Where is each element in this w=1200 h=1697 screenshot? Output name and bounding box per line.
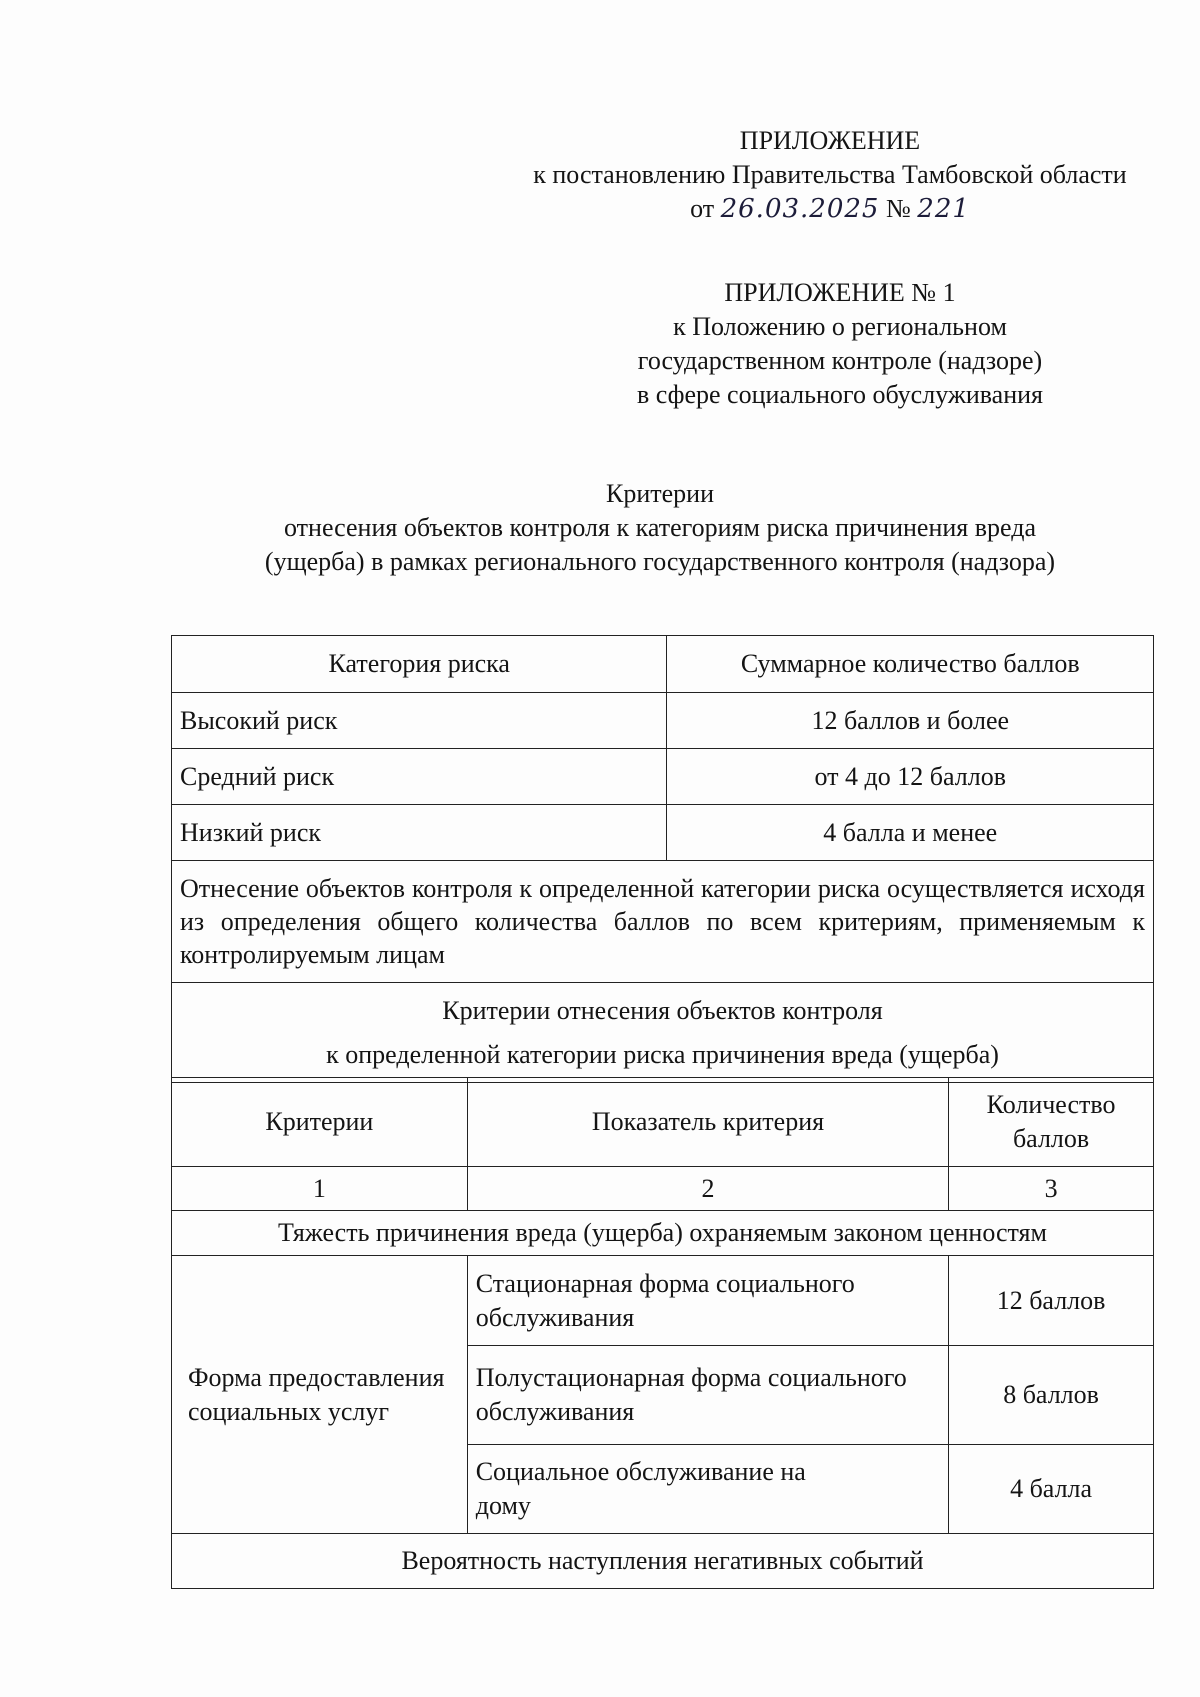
risk-category-medium: Средний риск — [172, 749, 667, 805]
risk-points-low: 4 балла и менее — [667, 805, 1154, 861]
appendix1-header — [560, 276, 1120, 412]
appendix-title: ПРИЛОЖЕНИЕ — [739, 126, 921, 155]
risk-category-high: Высокий риск — [172, 693, 667, 749]
risk-points-medium: от 4 до 12 баллов — [667, 749, 1154, 805]
table-row — [172, 1534, 1154, 1589]
table-row — [172, 805, 1154, 861]
handwritten-number: 221 — [917, 194, 970, 224]
title-line1: Критерии — [606, 479, 714, 508]
date-number-line — [690, 192, 970, 226]
indicator-stationary: Стационарная форма социального обслуживания — [467, 1256, 948, 1346]
table-row — [172, 636, 1154, 693]
criteria-heading-line2: к определенной категории риска причинения вреда (ущерба) — [326, 1039, 999, 1069]
table-row — [172, 749, 1154, 805]
title-line3: (ущерба) в рамках регионального государственного контроля (надзора) — [264, 547, 1056, 576]
col-number-1: 1 — [172, 1167, 468, 1211]
number-sign: № — [885, 194, 911, 223]
title-line2: отнесения объектов контроля к категориям риска причинения вреда — [284, 513, 1036, 542]
handwritten-date: 26.03.2025 — [720, 194, 880, 224]
criteria-heading — [172, 983, 1154, 1083]
col-number-3: 3 — [949, 1167, 1154, 1211]
col-criteria: Критерии — [172, 1078, 468, 1167]
points-semistationary: 8 баллов — [949, 1346, 1154, 1445]
table-row — [172, 861, 1154, 983]
table-row — [172, 1167, 1154, 1211]
risk-points-high: 12 баллов и более — [667, 693, 1154, 749]
points-stationary: 12 баллов — [949, 1256, 1154, 1346]
header-points: Суммарное количество баллов — [667, 636, 1154, 693]
document-title — [160, 477, 1160, 579]
criterion-service-form: Форма предоставления социальных услуг — [172, 1256, 468, 1534]
criteria-table — [171, 1077, 1154, 1589]
appendix1-line1: к Положению о региональном — [673, 312, 1007, 341]
section-probability: Вероятность наступления негативных событий — [172, 1534, 1154, 1589]
risk-category-table — [171, 635, 1154, 1083]
header-category: Категория риска — [172, 636, 667, 693]
table-row — [172, 1078, 1154, 1167]
table-row — [172, 1256, 1154, 1346]
col-number-2: 2 — [467, 1167, 948, 1211]
appendix1-title: ПРИЛОЖЕНИЕ № 1 — [724, 278, 956, 307]
table-row — [172, 1211, 1154, 1256]
risk-category-low: Низкий риск — [172, 805, 667, 861]
section-severity: Тяжесть причинения вреда (ущерба) охраняемым законом ценностям — [172, 1211, 1154, 1256]
appendix1-line2: государственном контроле (надзоре) — [637, 346, 1043, 375]
resolution-header — [480, 124, 1180, 226]
resolution-reference: к постановлению Правительства Тамбовской области — [533, 160, 1127, 189]
col-indicator: Показатель критерия — [467, 1078, 948, 1167]
criteria-heading-line1: Критерии отнесения объектов контроля — [442, 995, 883, 1025]
points-home-service: 4 балла — [949, 1445, 1154, 1534]
indicator-home-service: Социальное обслуживание на дому — [467, 1445, 948, 1534]
table-row — [172, 983, 1154, 1083]
indicator-semistationary: Полустационарная форма социального обслуживания — [467, 1346, 948, 1445]
risk-note: Отнесение объектов контроля к определенной категории риска осуществляется исходя из определения общего количества баллов по всем критериям, применяемым к контролируемым лицам — [172, 861, 1154, 983]
date-prefix: от — [690, 194, 715, 223]
col-points: Количество баллов — [949, 1078, 1154, 1167]
appendix1-line3: в сфере социального обуслуживания — [636, 380, 1043, 409]
table-row — [172, 693, 1154, 749]
